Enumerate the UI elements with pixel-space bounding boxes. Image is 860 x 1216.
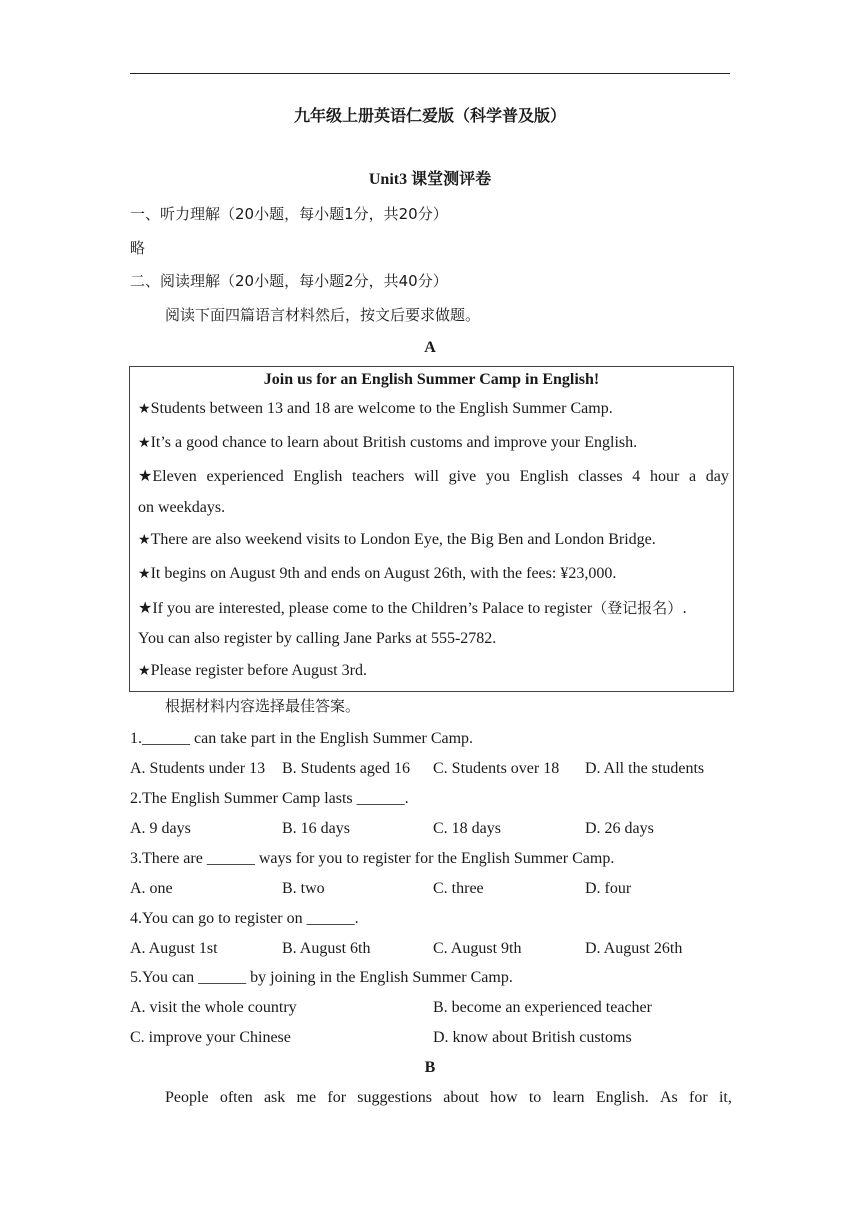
question-stem: 5.You can ______ by joining in the English Summer Camp. [130,969,513,986]
option-d[interactable]: D. 26 days [585,820,654,837]
option-a[interactable]: A. August 1st [130,940,218,957]
option-a[interactable]: A. Students under 13 [130,760,266,777]
question-stem: 2.The English Summer Camp lasts ______. [130,790,409,807]
notice-item: ★There are also weekend visits to London Eye, the Big Ben and London Bridge. [138,531,656,548]
option-b[interactable]: B. two [282,880,325,897]
notice-item-continuation: on weekdays. [138,499,226,516]
notice-title: Join us for an English Summer Camp in English! [263,371,600,388]
option-b[interactable]: B. become an experienced teacher [433,999,652,1016]
option-d[interactable]: D. All the students [585,760,705,777]
passage-a-notice-box [129,366,734,692]
notice-item: ★Students between 13 and 18 are welcome to the English Summer Camp. [138,400,613,417]
star-icon: ★ [138,532,151,548]
notice-item: ★It begins on August 9th and ends on August 26th, with the fees: ¥23,000. [138,565,617,582]
option-c[interactable]: C. Students over 18 [433,760,560,777]
section-1-note: 略 [130,239,146,257]
passage-a-label: A [424,339,436,356]
star-icon: ★ [138,663,151,679]
page-subtitle: Unit3 课堂测评卷 [368,171,492,188]
option-d[interactable]: D. know about British customs [433,1029,632,1046]
header-rule [130,73,730,74]
option-d[interactable]: D. four [585,880,632,897]
passage-b-first-line: People often ask me for suggestions about how to learn English. As for it, [165,1089,732,1106]
section-2-instruction: 阅读下面四篇语言材料然后，按文后要求做题。 [165,306,481,324]
notice-item: ★It’s a good chance to learn about British customs and improve your English. [138,434,638,451]
question-stem: 4.You can go to register on ______. [130,910,359,927]
option-a[interactable]: A. visit the whole country [130,999,297,1016]
section-2-heading: 二、阅读理解（20小题，每小题2分，共40分） [130,272,448,290]
notice-item-continuation: You can also register by calling Jane Parks at 555-2782. [138,630,497,647]
option-b[interactable]: B. Students aged 16 [282,760,410,777]
option-b[interactable]: B. 16 days [282,820,350,837]
option-c[interactable]: C. 18 days [433,820,501,837]
option-a[interactable]: A. one [130,880,173,897]
option-a[interactable]: A. 9 days [130,820,191,837]
star-icon: ★ [138,401,151,417]
option-c[interactable]: C. three [433,880,484,897]
notice-item: ★Please register before August 3rd. [138,662,367,679]
option-d[interactable]: D. August 26th [585,940,683,957]
star-icon: ★ [138,435,151,451]
question-stem: 3.There are ______ ways for you to register for the English Summer Camp. [130,850,615,867]
notice-item: ★Eleven experienced English teachers will give you English classes 4 hour a day [138,468,729,485]
option-c[interactable]: C. improve your Chinese [130,1029,291,1046]
passage-a-task: 根据材料内容选择最佳答案。 [165,697,361,715]
section-1-heading: 一、听力理解（20小题，每小题1分，共20分） [130,205,448,223]
question-stem: 1.______ can take part in the English Summer Camp. [130,730,474,747]
star-icon: ★ [138,566,151,582]
option-c[interactable]: C. August 9th [433,940,522,957]
passage-b-label: B [424,1059,436,1076]
page-title: 九年级上册英语仁爱版（科学普及版） [293,106,566,125]
option-b[interactable]: B. August 6th [282,940,371,957]
notice-item: ★If you are interested, please come to the Children’s Palace to register（登记报名）. [138,599,687,617]
